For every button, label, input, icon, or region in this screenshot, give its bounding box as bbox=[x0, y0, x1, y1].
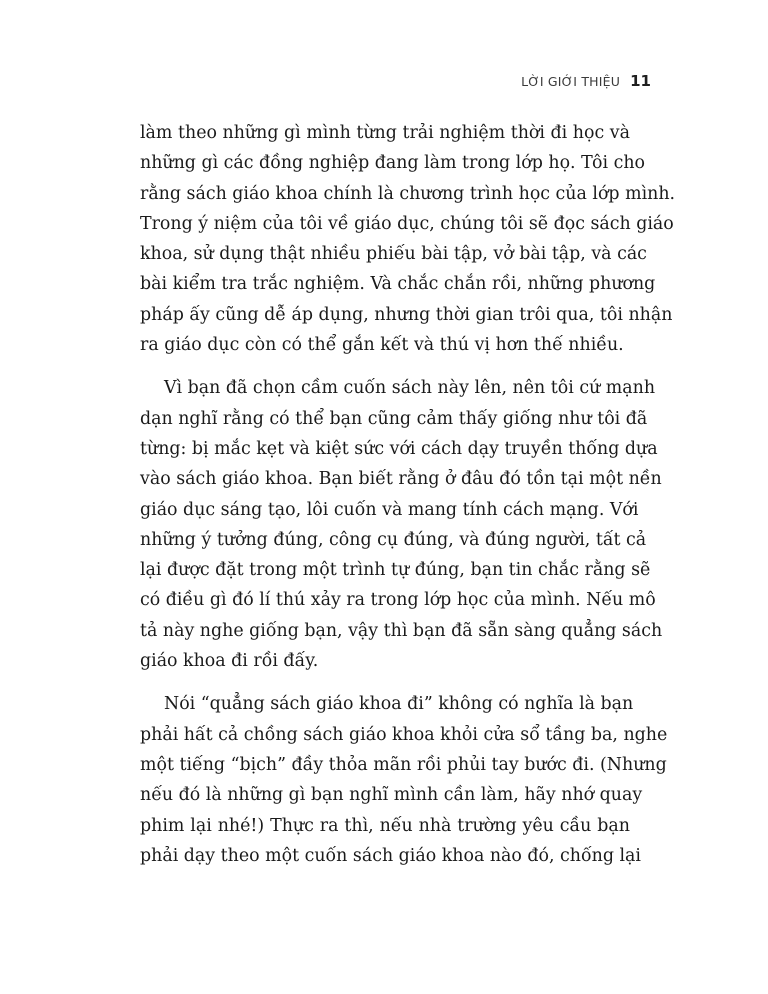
text-line: bài kiểm tra trắc nghiệm. Và chắc chắn rồi, những phương bbox=[140, 274, 656, 295]
running-title: LỜI GIỚI THIỆU bbox=[521, 74, 621, 89]
text-line: giáo khoa đi rồi đấy. bbox=[140, 651, 319, 672]
running-header bbox=[521, 72, 651, 90]
text-line: vào sách giáo khoa. Bạn biết rằng ở đâu đó tồn tại một nền bbox=[140, 469, 662, 490]
text-line: Trong ý niệm của tôi về giáo dục, chúng tôi sẽ đọc sách giáo bbox=[140, 213, 674, 234]
text-line: dạn nghĩ rằng có thể bạn cũng cảm thấy giống như tôi đã bbox=[140, 408, 648, 429]
page-number: 11 bbox=[630, 72, 651, 90]
text-line: Vì bạn đã chọn cầm cuốn sách này lên, nên tôi cứ mạnh bbox=[164, 378, 656, 399]
text-line: ra giáo dục còn có thể gắn kết và thú vị hơn thế nhiều. bbox=[140, 335, 624, 356]
text-line: có điều gì đó lí thú xảy ra trong lớp học của mình. Nếu mô bbox=[140, 590, 656, 611]
text-line: từng: bị mắc kẹt và kiệt sức với cách dạy truyền thống dựa bbox=[140, 438, 658, 459]
text-line: khoa, sử dụng thật nhiều phiếu bài tập, vở bài tập, và các bbox=[140, 244, 647, 265]
text-line: nếu đó là những gì bạn nghĩ mình cần làm, hãy nhớ quay bbox=[140, 785, 643, 806]
paragraph-2 bbox=[140, 373, 663, 676]
paragraph-3 bbox=[140, 689, 668, 871]
text-line: một tiếng “bịch” đầy thỏa mãn rồi phủi tay bước đi. (Nhưng bbox=[140, 754, 667, 775]
text-line: làm theo những gì mình từng trải nghiệm thời đi học và bbox=[140, 123, 630, 143]
text-line: phải hất cả chồng sách giáo khoa khỏi cửa sổ tầng ba, nghe bbox=[140, 724, 668, 745]
text-line: những gì các đồng nghiệp đang làm trong lớp họ. Tôi cho bbox=[140, 153, 645, 174]
text-line: pháp ấy cũng dễ áp dụng, nhưng thời gian trôi qua, tôi nhận bbox=[140, 304, 673, 325]
text-line: phim lại nhé!) Thực ra thì, nếu nhà trường yêu cầu bạn bbox=[140, 815, 630, 836]
text-line: những ý tưởng đúng, công cụ đúng, và đúng người, tất cả bbox=[140, 529, 647, 550]
text-line: lại được đặt trong một trình tự đúng, bạn tin chắc rằng sẽ bbox=[140, 560, 651, 581]
text-line: rằng sách giáo khoa chính là chương trình học của lớp mình. bbox=[140, 183, 676, 204]
text-line: giáo dục sáng tạo, lôi cuốn và mang tính cách mạng. Với bbox=[140, 499, 639, 520]
text-line: phải dạy theo một cuốn sách giáo khoa nào đó, chống lại bbox=[140, 845, 641, 866]
text-line: Nói “quẳng sách giáo khoa đi” không có nghĩa là bạn bbox=[164, 694, 634, 715]
paragraph-1 bbox=[140, 118, 676, 360]
text-line: tả này nghe giống bạn, vậy thì bạn đã sẵn sàng quẳng sách bbox=[140, 620, 663, 641]
body-text bbox=[140, 118, 676, 884]
